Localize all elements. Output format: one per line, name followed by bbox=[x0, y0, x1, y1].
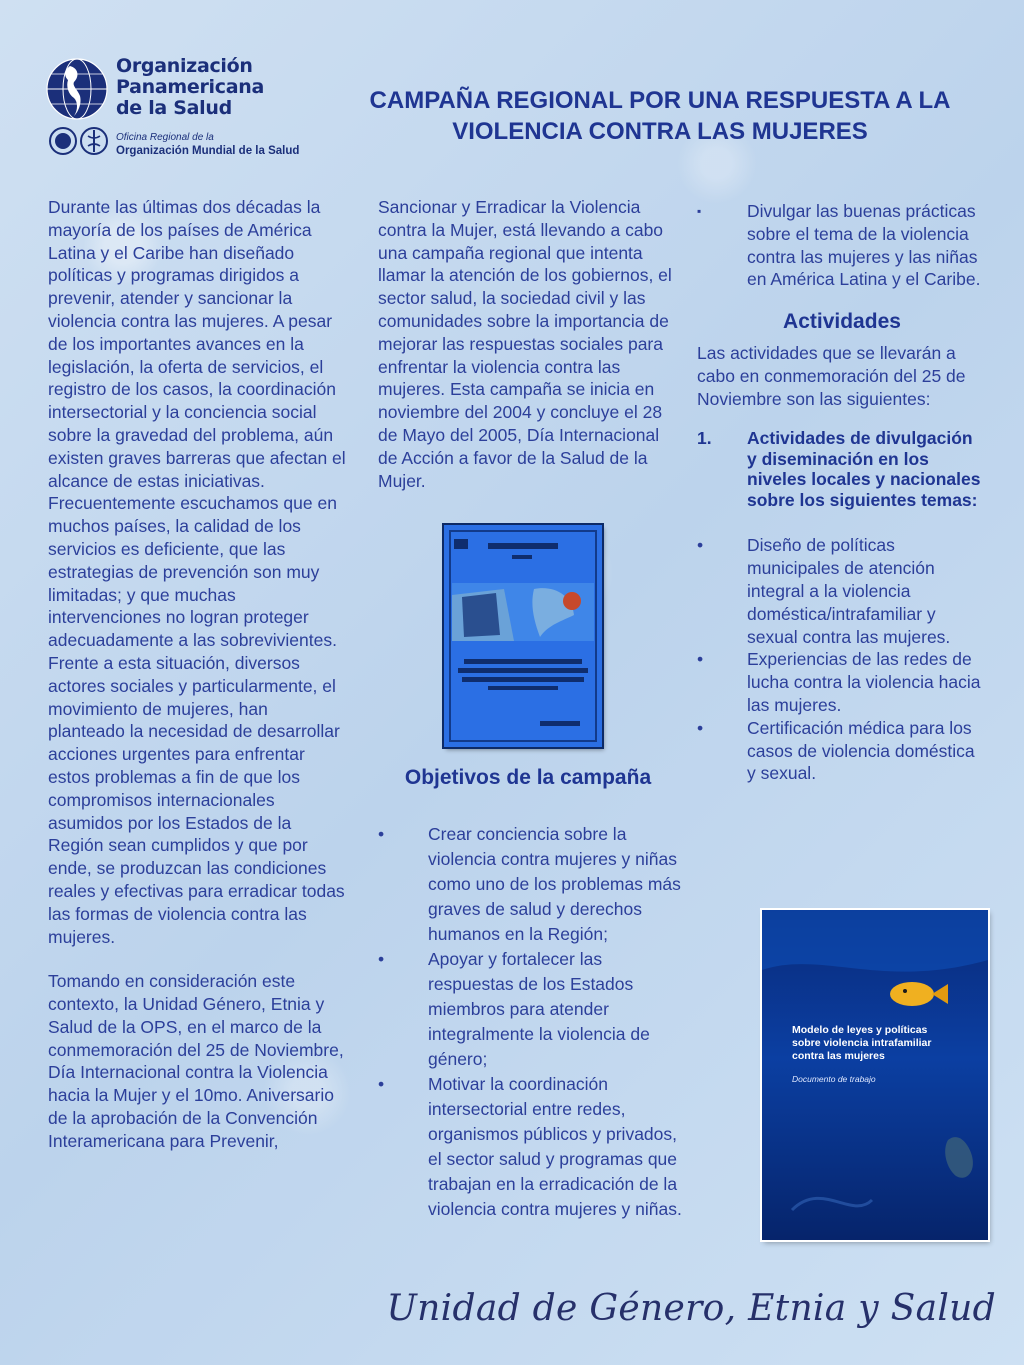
cover-subtitle: Documento de trabajo bbox=[792, 1074, 876, 1084]
ops-logo bbox=[44, 54, 300, 162]
dissemination-list bbox=[697, 200, 987, 291]
campaign-paragraph: Sancionar y Erradicar la Violencia contra la Mujer, está llevando a cabo una campaña regional que intenta llamar la atención de los gobiernos, el sector salud, la sociedad civil y las comunidades sobre la importancia de mejorar las respuestas sociales para enfrentar la violencia contra las mujeres. Esta campaña se inicia en noviembre del 2004 y concluye el 28 de Mayo del 2005, Día Internacional de Acción a favor de la Salud de la Mujer. bbox=[378, 197, 672, 491]
logo-subtitle: Oficina Regional de la bbox=[116, 132, 214, 143]
objectives-heading: Objetivos de la campaña bbox=[404, 766, 652, 789]
context-paragraph: Tomando en consideración este contexto, la Unidad Género, Etnia y Salud de la OPS, en el marco de la conmemoración del 25 de Noviembre, Día Internacional contra la Violencia hacia la Mujer y el 10mo. Aniversario de la aprobación de la Convención Interamericana para Prevenir, bbox=[48, 971, 344, 1151]
who-emblem-icon bbox=[48, 126, 110, 156]
square-bullet-icon: ▪ bbox=[697, 204, 702, 218]
list-item: • Experiencias de las redes de lucha contra la violencia hacia las mujeres. bbox=[697, 649, 981, 715]
list-item: • Diseño de políticas municipales de atención integral a la violencia doméstica/intrafamiliar y sexual contra las mujeres. bbox=[697, 535, 951, 647]
activities-column bbox=[697, 200, 987, 785]
globe-icon bbox=[44, 56, 110, 122]
list-item: • Motivar la coordinación intersectorial entre redes, organismos públicos y privados, el sector salud y programas que trabajan en la erradicación de la violencia contra mujeres y niñas. bbox=[378, 1074, 682, 1219]
list-item: ▪ Divulgar las buenas prácticas sobre el tema de la violencia contra las mujeres y las niñas en América Latina y el Caribe. bbox=[697, 201, 981, 290]
numbered-item: 1. Actividades de divulgación y diseminación en los niveles locales y nacionales sobre los siguientes temas: bbox=[697, 428, 981, 510]
bullet-icon: • bbox=[378, 949, 385, 969]
activities-heading: Actividades bbox=[783, 310, 901, 334]
bullet-icon: • bbox=[378, 1074, 385, 1094]
model-laws-cover-image bbox=[762, 910, 988, 1240]
logo-subtitle-org: Organización Mundial de la Salud bbox=[116, 145, 300, 157]
topics-list bbox=[697, 534, 987, 785]
footer-signature: Unidad de Género, Etnia y Salud bbox=[386, 1288, 996, 1329]
intro-paragraph: Durante las últimas dos décadas la mayoría de los países de América Latina y el Caribe han diseñado políticas y programas dirigidos a prevenir, atender y sancionar la violencia contra las mujeres. A pesar de los importantes avances en la legislación, la oferta de servicios, el registro de los casos, la coordinación intersectorial y la conciencia social sobre la gravedad del problema, aún existen graves barreras que afectan el alcance de estas iniciativas. Frecuentemente escuchamos que en muchos países, la calidad de los servicios es deficiente, que las estrategias de prevención son muy limitadas; y que muchas intervenciones no logran proteger adecuadamente a las sobrevivientes. Frente a esta situación, diversos actores sociales y particularmente, el movimiento de mujeres, han planteado la necesidad de desarrollar acciones urgentes para enfrentar estos problemas a fin de que los compromisos internacionales asumidos por los Estados de la Región sean cumplidos y que por ende, se produzcan las condiciones reales y efectivas para erradicar todas las formas de violencia contra las mujeres. bbox=[48, 197, 346, 947]
cover-title: Modelo de leyes y políticas sobre violencia intrafamiliar contra las mujeres bbox=[792, 1024, 932, 1062]
activities-intro: Las actividades que se llevarán a cabo en conmemoración del 25 de Noviembre son las siguientes: bbox=[697, 342, 966, 409]
list-item: • Crear conciencia sobre la violencia contra mujeres y niñas como uno de los problemas más graves de salud y derechos humanos en la Región; bbox=[378, 824, 681, 944]
list-item: • Apoyar y fortalecer las respuestas de los Estados miembros para atender integralmente la violencia de género; bbox=[378, 949, 650, 1069]
campaign-column bbox=[378, 196, 683, 492]
bullet-icon: • bbox=[378, 824, 385, 844]
list-item: • Certificación médica para los casos de violencia doméstica y sexual. bbox=[697, 717, 975, 784]
bullet-icon: • bbox=[697, 535, 704, 556]
logo-name: Organización Panamericana de la Salud bbox=[116, 55, 264, 119]
item-number: 1. bbox=[697, 428, 712, 449]
publication-cover-image bbox=[444, 525, 602, 747]
bullet-icon: • bbox=[697, 717, 704, 738]
bullet-icon: • bbox=[697, 649, 704, 670]
intro-column bbox=[48, 196, 348, 1153]
objectives-list bbox=[378, 822, 683, 1222]
cover-artwork bbox=[444, 525, 602, 747]
page-title: CAMPAÑA REGIONAL POR UNA RESPUESTA A LA VIOLENCIA CONTRA LAS MUJERES bbox=[369, 87, 951, 145]
